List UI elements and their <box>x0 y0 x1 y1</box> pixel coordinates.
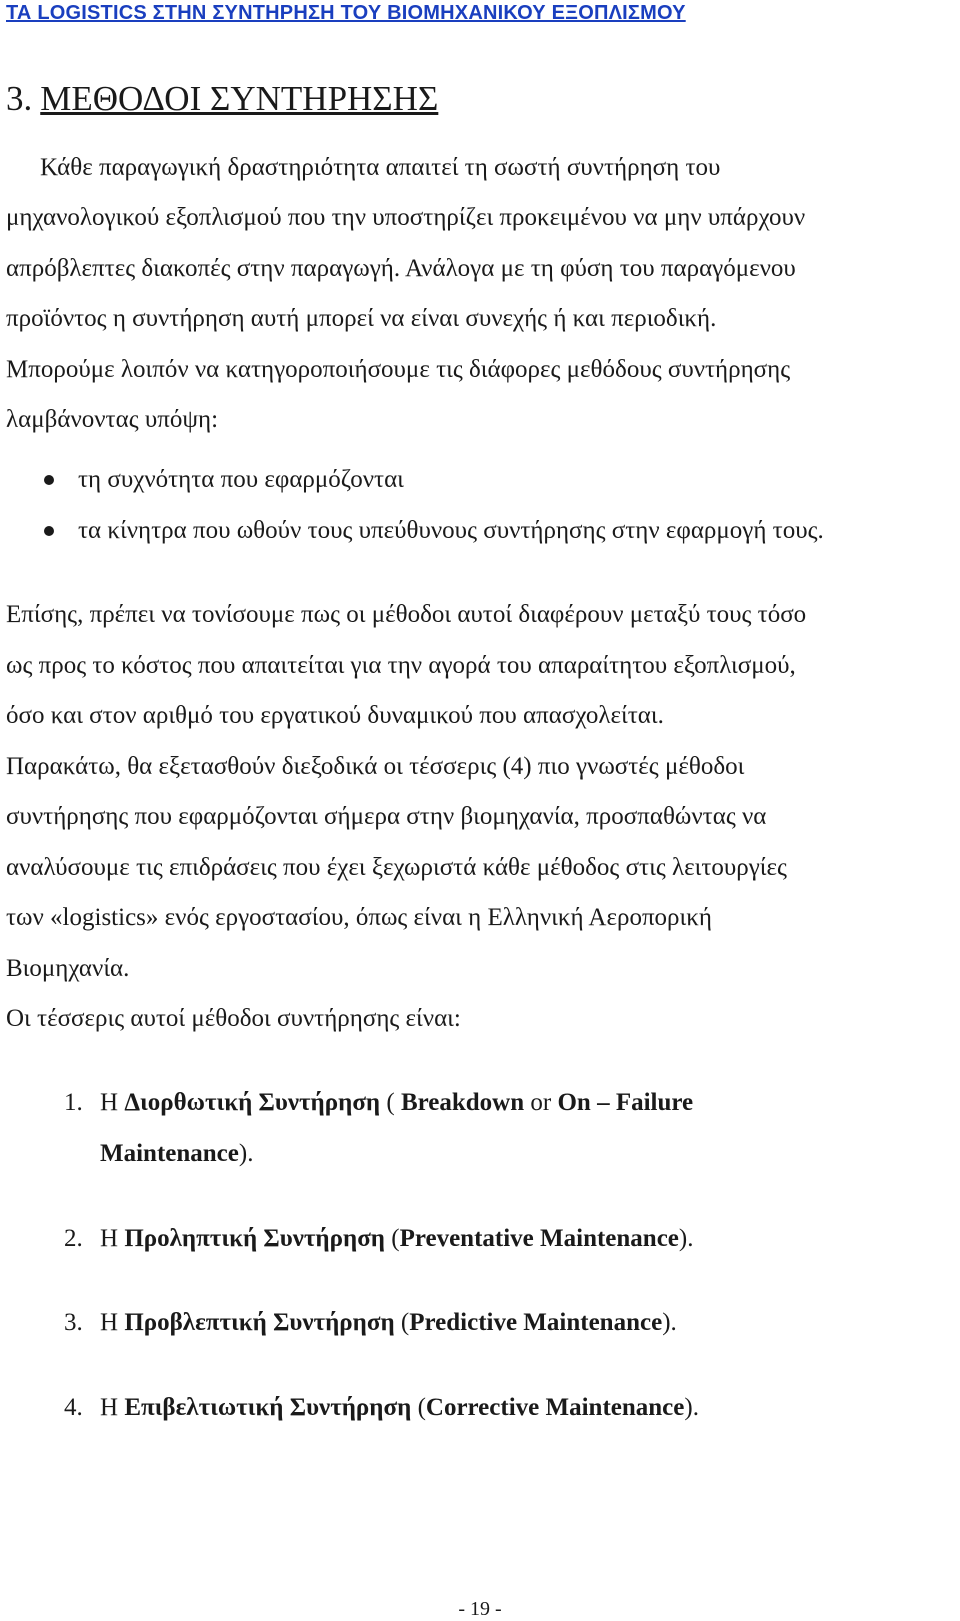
paren-open: ( <box>394 1309 410 1336</box>
list-item-prefix: Η <box>100 1394 125 1421</box>
list-item-continuation <box>100 1139 253 1169</box>
method-term: Breakdown <box>400 1089 525 1116</box>
intro-line: απρόβλεπτες διακοπές στην παραγωγή. Ανάλογα με τη φύση του παραγόμενου <box>6 255 796 282</box>
page-number: - 19 - <box>458 1598 502 1620</box>
list-number: 2. <box>64 1225 83 1252</box>
list-number: 3. <box>64 1309 83 1336</box>
body-line: αναλύσουμε τις επιδράσεις που έχει ξεχωριστά κάθε μέθοδος στις λειτουργίες <box>6 854 787 881</box>
paren-open: ( <box>380 1089 401 1116</box>
list-number: 4. <box>64 1394 83 1421</box>
body-line: όσο και στον αριθμό του εργατικού δυναμικού που απασχολείται. <box>6 702 664 729</box>
method-name: Προληπτική Συντήρηση <box>124 1225 385 1252</box>
body-line: Βιομηχανία. <box>6 955 130 982</box>
list-item <box>100 1308 677 1338</box>
method-term: Preventative Maintenance <box>399 1225 679 1252</box>
method-name: Διορθωτική Συντήρηση <box>124 1089 381 1116</box>
paren-open: ( <box>411 1394 426 1421</box>
intro-line: Μπορούμε λοιπόν να κατηγοροποιήσουμε τις διάφορες μεθόδους συντήρησης <box>6 356 791 383</box>
body-line: ως προς το κόστος που απαιτείται για την αγορά του απαραίτητου εξοπλισμού, <box>6 652 796 679</box>
body-line: των «logistics» ενός εργοστασίου, όπως είναι η Ελληνική Αεροπορική <box>6 904 712 931</box>
running-header: ΤΑ LOGISTICS ΣΤΗΝ ΣΥΝΤΗΡΗΣΗ ΤΟΥ ΒΙΟΜΗΧΑΝΙΚΟΥ ΕΞΟΠΛΙΣΜΟΥ <box>6 2 686 24</box>
bullet-item: τη συχνότητα που εφαρμόζονται <box>78 466 404 493</box>
list-item-prefix: Η <box>100 1309 125 1336</box>
section-heading <box>6 78 438 120</box>
joiner-text: or <box>524 1089 558 1116</box>
closing-text: ). <box>684 1394 699 1421</box>
method-term: Predictive Maintenance <box>409 1309 663 1336</box>
list-item <box>100 1088 693 1118</box>
list-item-prefix: Η <box>100 1089 125 1116</box>
section-title: ΜΕΘΟΔΟΙ ΣΥΝΤΗΡΗΣΗΣ <box>40 79 439 118</box>
paren-open: ( <box>385 1225 400 1252</box>
intro-line: προϊόντος η συντήρηση αυτή μπορεί να είναι συνεχής ή και περιοδική. <box>6 305 717 332</box>
list-item-prefix: Η <box>100 1225 125 1252</box>
list-item <box>100 1393 699 1423</box>
body-line: Οι τέσσερις αυτοί μέθοδοι συντήρησης είναι: <box>6 1005 461 1032</box>
section-number: 3. <box>6 79 33 118</box>
bullet-item: τα κίνητρα που ωθούν τους υπεύθυνους συντήρησης στην εφαρμογή τους. <box>78 517 824 544</box>
intro-line: λαμβάνοντας υπόψη: <box>6 406 219 433</box>
intro-line: Κάθε παραγωγική δραστηριότητα απαιτεί τη σωστή συντήρηση του <box>40 154 721 181</box>
method-term: On – Failure <box>557 1089 694 1116</box>
bullet-dot <box>44 475 54 485</box>
body-line: Παρακάτω, θα εξετασθούν διεξοδικά οι τέσσερις (4) πιο γνωστές μέθοδοι <box>6 753 745 780</box>
body-line: συντήρησης που εφαρμόζονται σήμερα στην βιομηχανία, προσπαθώντας να <box>6 803 767 830</box>
list-number: 1. <box>64 1089 83 1116</box>
closing-text: ). <box>662 1309 677 1336</box>
method-name: Επιβελτιωτική Συντήρηση <box>124 1394 412 1421</box>
intro-line: μηχανολογικού εξοπλισμού που την υποστηρίζει προκειμένου να μην υπάρχουν <box>6 204 806 231</box>
bullet-dot <box>44 526 54 536</box>
list-item <box>100 1224 693 1254</box>
closing-text: ). <box>238 1140 254 1167</box>
body-line: Επίσης, πρέπει να τονίσουμε πως οι μέθοδοι αυτοί διαφέρουν μεταξύ τους τόσο <box>6 601 807 628</box>
method-name: Προβλεπτική Συντήρηση <box>124 1309 395 1336</box>
closing-text: ). <box>678 1225 694 1252</box>
method-term: Maintenance <box>100 1140 239 1167</box>
method-term: Corrective Maintenance <box>425 1394 685 1421</box>
